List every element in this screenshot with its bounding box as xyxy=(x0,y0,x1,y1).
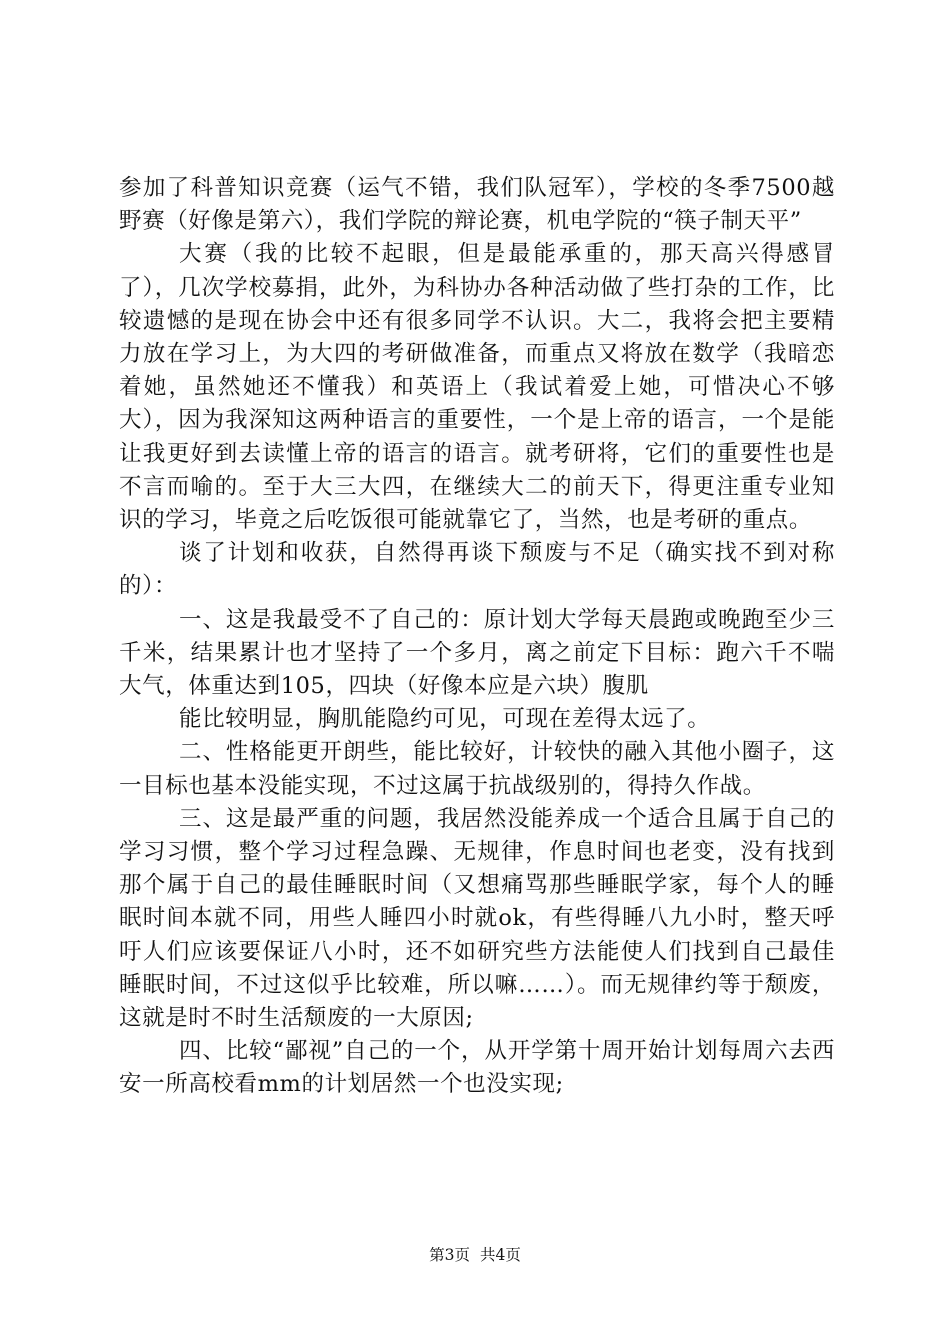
page-number: 第3页 xyxy=(429,1246,470,1264)
paragraph: 三、这是最严重的问题，我居然没能养成一个适合且属于自己的学习习惯，整个学习过程急躁、无规律，作息时间也老变，没有找到那个属于自己的最佳睡眠时间（又想痛骂那些睡眠学家，每个人的睡眠时间本就不同，用些人睡四小时就ok，有些得睡八九小时，整天呼吁人们应该要保证八小时，还不如研究些方法能使人们找到自己最佳睡眠时间，不过这似乎比较难，所以嘛……）。而无规律约等于颓废，这就是时不时生活颓废的一大原因; xyxy=(119,805,835,1032)
paragraph: 参加了科普知识竞赛（运气不错，我们队冠军），学校的冬季7500越野赛（好像是第六），我们学院的辩论赛，机电学院的“筷子制天平” xyxy=(119,175,835,235)
page-footer xyxy=(0,1245,950,1265)
paragraph: 四、比较“鄙视”自己的一个，从开学第十周开始计划每周六去西安一所高校看mm的计划居然一个也没实现; xyxy=(119,1038,835,1098)
document-body xyxy=(119,172,835,1102)
paragraph: 谈了计划和收获，自然得再谈下颓废与不足（确实找不到对称的）： xyxy=(119,540,835,600)
page-total: 共4页 xyxy=(480,1246,521,1264)
paragraph: 二、性格能更开朗些，能比较好，计较快的融入其他小圈子，这一目标也基本没能实现，不过这属于抗战级别的，得持久作战。 xyxy=(119,739,835,799)
paragraph: 一、这是我最受不了自己的：原计划大学每天晨跑或晚跑至少三千米，结果累计也才坚持了一个多月，离之前定下目标：跑六千不喘大气，体重达到105，四块（好像本应是六块）腹肌 xyxy=(119,606,835,700)
paragraph: 能比较明显，胸肌能隐约可见，可现在差得太远了。 xyxy=(179,706,711,733)
paragraph: 大赛（我的比较不起眼，但是最能承重的，那天高兴得感冒了），几次学校募捐，此外，为科协办各种活动做了些打杂的工作，比较遗憾的是现在协会中还有很多同学不认识。大二，我将会把主要精力放在学习上，为大四的考研做准备，而重点又将放在数学（我暗恋着她，虽然她还不懂我）和英语上（我试着爱上她，可惜决心不够大），因为我深知这两种语言的重要性，一个是上帝的语言，一个是能让我更好到去读懂上帝的语言的语言。就考研将，它们的重要性也是不言而喻的。至于大三大四，在继续大二的前天下，得更注重专业知识的学习，毕竟之后吃饭很可能就靠它了，当然，也是考研的重点。 xyxy=(119,241,835,534)
